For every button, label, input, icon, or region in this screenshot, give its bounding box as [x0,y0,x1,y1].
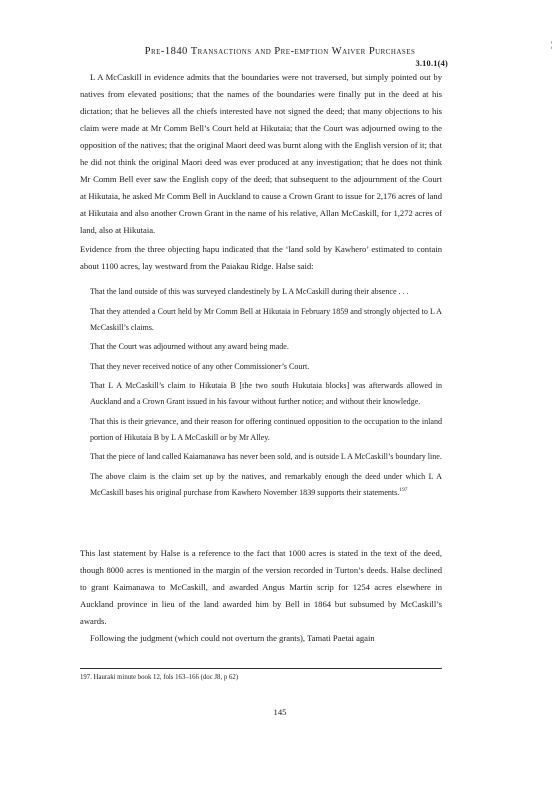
quote-line-8 [90,469,442,501]
evidence-paragraph [80,69,442,239]
page-number: 145 [273,707,287,717]
quote-line-7: That the piece of land called Kaiamanawa has never been sold, and is outside L A McCaskill’s boundary line. [90,452,442,461]
halse-quotation [90,284,442,504]
quote-line-3: That the Court was adjourned without any award being made. [90,342,289,351]
paragraph-4: Following the judgment (which could not overturn the grants), Tamati Paetai again [90,633,375,643]
quote-line-8-text: The above claim is the claim set up by the natives, and remarkably enough the deed under which L A McCaskill bases his original purchase from Kawhero November 1839 supports their statements. [90,471,442,497]
margin-mark: ¦ [550,40,552,49]
running-head: Pre-1840 Transactions and Pre-emption Waiver Purchases [144,46,416,57]
paragraph-3: This last statement by Halse is a reference to the fact that 1000 acres is stated in the text of the deed, though 8000 acres is mentioned in the margin of the version recorded in Turton’s deeds. Halse declined to grant Kaimanawa to McCaskill, and awarded Angus Martin scrip for 1254 acres elsewhere in Auckland province in lieu of the land awarded him by Bell in 1864 but subsumed by McCaskill’s awards. [80,548,442,626]
footnote-divider [80,668,442,669]
quote-line-6: That this is their grievance, and their reason for offering continued opposition to the occupation to the inland portion of Hikutaia B by L A McCaskill or by Mr Alley. [90,416,442,442]
quote-line-5: That L A McCaskill’s claim to Hikutaia B [the two south Hukutaia blocks] was afterwards allowed in Auckland and a Crown Grant issued in his favour without further notice; and without their knowledge. [90,381,442,406]
footnote-reference[interactable]: 197 [399,486,408,493]
paragraph-2: Evidence from the three objecting hapu indicated that the ‘land sold by Kawhero’ estimated to contain about 1100 acres, lay westward from the Paiakau Ridge. Halse said: [80,244,442,271]
quote-line-2: That they attended a Court held by Mr Comm Bell at Hikutaia in February 1859 and strongly objected to L A McCaskill’s claims. [90,306,442,332]
hapu-evidence-paragraph [80,241,442,275]
quote-line-4: That they never received notice of any other Commissioner’s Court. [90,361,310,371]
footnote-197: 197. Hauraki minute book 12, fols 163–166 (doc J8, p 62) [80,674,239,681]
closing-paragraphs [80,545,442,647]
quote-line-1: That the land outside of this was surveyed clandestinely by L A McCaskill during their absence . . . [90,287,409,296]
section-number: 3.10.1(4) [415,59,448,68]
paragraph-1: L A McCaskill in evidence admits that the boundaries were not traversed, but simply pointed out by natives from elevated positions; that the names of the boundaries were finally put in the deed at his dictation; that he believes all the chiefs interested have not signed the deed; that many objections to his claim were made at Mr Comm Bell’s Court held at Hikutaia; that the Court was adjourned owing to the opposition of the natives; that the original Maori deed was burnt along with the English version of it; that he did not think the original Maori deed was ever produced at any investigation; that he does not think Mr Comm Bell ever saw the English copy of the deed; that subsequent to the adjournment of the Court at Hikutaia, he asked Mr Comm Bell in Auckland to cause a Crown Grant to issue for 2,176 acres of land at Hikutaia and also another Crown Grant in the name of his relative, Allan McCaskill, for 1,272 acres of land, also at Hikutaia. [80,72,442,235]
